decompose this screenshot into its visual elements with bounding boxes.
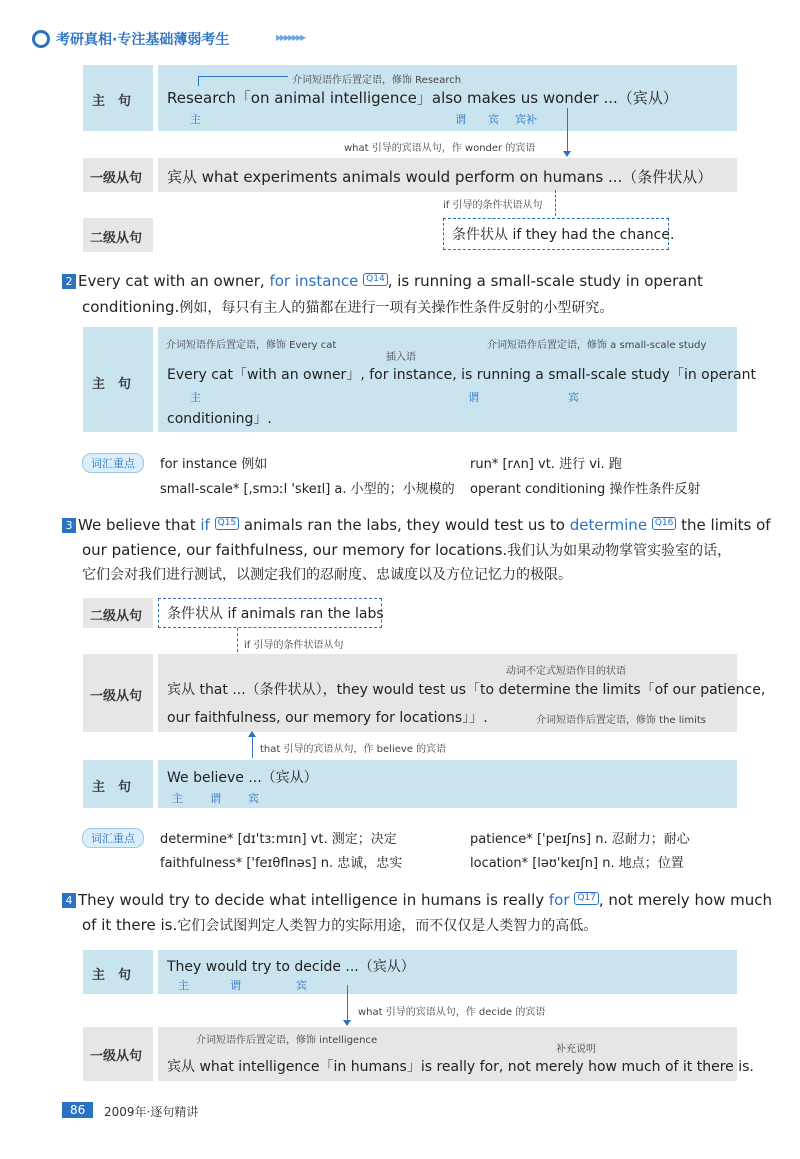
- vocab1-item-2: run* [rʌn] vt. 进行 vi. 跑: [470, 457, 622, 472]
- s2-note-right: 介词短语作后置定语，修饰 a small-scale study: [487, 340, 707, 351]
- s3-l2-label: 二级从句: [90, 609, 143, 624]
- para2-line1: [62, 268, 742, 294]
- s1-connector2-note: if 引导的条件状语从句: [443, 200, 543, 211]
- s4-l1-text: 宾从 what intelligence「in humans」is really for, not merely how much of it there is.: [167, 1059, 754, 1075]
- s4-l1-note-right: 补充说明: [556, 1044, 596, 1055]
- para2-line2: [82, 294, 613, 321]
- para3-ref2[interactable]: Q16: [652, 517, 677, 530]
- para4-en-b: , not merely how much: [598, 891, 773, 909]
- s2-label: 主 句: [92, 377, 132, 392]
- header: [32, 26, 772, 52]
- s3-role-subject: 主: [172, 792, 183, 805]
- para3-en-c: the limits of: [676, 516, 771, 534]
- s2-line1: Every cat「with an owner」, for instance, is running a small-scale study「in operant: [167, 367, 756, 383]
- s4-role-object: 宾: [296, 979, 307, 992]
- s3-l1-label: 一级从句: [90, 689, 143, 704]
- s1-l1-text: 宾从 what experiments animals would perform on humans ...（条件状从）: [167, 168, 713, 186]
- s1-role-subject: 主: [190, 113, 201, 126]
- vocab1-item-1: for instance 例如: [160, 457, 268, 472]
- s4-l1-note-left: 介词短语作后置定语，修饰 intelligence: [196, 1035, 378, 1046]
- s1-main-note: 介词短语作后置定语，修饰 Research: [292, 75, 462, 86]
- s3-role-predicate: 谓: [210, 792, 221, 805]
- s3-role-object: 宾: [248, 792, 259, 805]
- s4-connector-arrow: [343, 1020, 351, 1026]
- para2-highlight: for instance: [269, 272, 359, 290]
- para3-number: 3: [62, 518, 76, 533]
- para3-if: if: [200, 516, 210, 534]
- s1-connector-note: what 引导的宾语从句，作 wonder 的宾语: [344, 143, 536, 154]
- s4-role-subject: 主: [178, 979, 189, 992]
- para4-ref[interactable]: Q17: [574, 892, 599, 905]
- para2-en-part1: Every cat with an owner,: [78, 272, 270, 290]
- para3-line2-en: our patience, our faithfulness, our memory for locations.: [82, 541, 508, 559]
- vocab2-item-4: location* [ləʊ'keɪʃn] n. 地点；位置: [470, 856, 684, 871]
- para3-en-a: We believe that: [78, 516, 201, 534]
- s2-note-left: 介词短语作后置定语，修饰 Every cat: [166, 340, 337, 351]
- para3-line2-zh: 我们认为如果动物掌管实验室的话，: [507, 543, 732, 559]
- s3-connector-note: if 引导的条件状语从句: [244, 640, 344, 651]
- s1-role-object: 宾: [488, 113, 499, 126]
- s4-connector-note: what 引导的宾语从句，作 decide 的宾语: [358, 1007, 546, 1018]
- vocab2-item-1: determine* [dɪ'tɜːmɪn] vt. 测定；决定: [160, 832, 397, 847]
- s1-connector2-line: [555, 190, 556, 216]
- vocab1-item-3: small-scale* [,smɔːl 'skeɪl] a. 小型的；小规模的: [160, 482, 455, 497]
- s3-l1-line2: our faithfulness, our memory for locations」」.: [167, 710, 488, 726]
- s1-l1-label: 一级从句: [90, 171, 143, 186]
- s4-l1-label: 一级从句: [90, 1049, 143, 1064]
- footer-page-number: 86: [62, 1102, 93, 1118]
- header-brand: 考研真相·专注基础薄弱考生: [56, 32, 230, 48]
- s1-connector-line: [567, 108, 568, 152]
- s3-l1-line1: 宾从 that ...（条件状从），they would test us「to determine the limits「of our patience,: [167, 682, 766, 698]
- s1-l2-text: 条件状从 if they had the chance.: [452, 227, 675, 243]
- para3-determine: determine: [569, 516, 648, 534]
- s3-main-label: 主 句: [92, 780, 132, 795]
- para2-number: 2: [62, 274, 76, 289]
- para3-ref1[interactable]: Q15: [215, 517, 240, 530]
- para3-line1: [62, 512, 771, 538]
- vocab1-item-4: operant conditioning 操作性条件反射: [470, 482, 701, 497]
- s1-connector-arrow: [563, 151, 571, 157]
- s1-note-hline: [198, 76, 288, 77]
- para2-en-line2: conditioning.: [82, 298, 180, 316]
- s3-l1-note-bottom: 介词短语作后置定语，修饰 the limits: [536, 715, 706, 726]
- search-logo-icon: [32, 30, 50, 48]
- s2-role-subject: 主: [190, 391, 201, 404]
- para2-en-part2: , is running: [387, 272, 472, 290]
- para4-number: 4: [62, 893, 76, 908]
- s4-main-label: 主 句: [92, 968, 132, 983]
- s2-line2: conditioning」.: [167, 411, 272, 427]
- para2-en-part3: a small-scale study in operant: [471, 272, 703, 290]
- header-arrows: ▸▸▸▸▸▸▸: [276, 30, 305, 44]
- s3-main-text: We believe ...（宾从）: [167, 770, 318, 786]
- para2-ref[interactable]: Q14: [363, 273, 388, 286]
- vocab2-item-3: faithfulness* ['feɪθflnəs] n. 忠诚，忠实: [160, 856, 403, 871]
- vocab2-item-2: patience* ['peɪʃns] n. 忍耐力；耐心: [470, 832, 690, 847]
- para2-zh: 例如，每只有主人的猫都在进行一项有关操作性条件反射的小型研究。: [179, 300, 614, 316]
- para4-line1: [62, 887, 772, 913]
- s4-main-text: They would try to decide ...（宾从）: [167, 959, 415, 975]
- s2-role-predicate: 谓: [468, 391, 479, 404]
- para3-en-b: animals ran the labs, they would test us to: [239, 516, 570, 534]
- footer: [62, 1102, 362, 1122]
- s4-connector-line: [347, 985, 348, 1021]
- para4-line2: [82, 912, 597, 939]
- footer-title: 2009年·逐句精讲: [104, 1105, 199, 1119]
- s3-connector2-line: [252, 736, 253, 758]
- s1-main-text: Research「on animal intelligence」also makes us wonder ...（宾从）: [167, 89, 678, 107]
- s2-note-insert: 插入语: [386, 352, 416, 363]
- s4-role-predicate: 谓: [230, 979, 241, 992]
- para4-line2-en: of it there is.: [82, 916, 178, 934]
- para3-line3-zh: 它们会对我们进行测试，以测定我们的忍耐度、忠诚度以及方位记忆力的极限。: [82, 567, 572, 583]
- para4-en-a: They would try to decide what intelligence in humans is really: [78, 891, 549, 909]
- s3-l2-text: 条件状从 if animals ran the labs: [167, 606, 384, 622]
- para4-zh: 它们会试图判定人类智力的实际用途，而不仅仅是人类智力的高低。: [177, 918, 598, 934]
- s3-connector-line: [237, 628, 238, 652]
- s3-connector2-arrow: [248, 731, 256, 737]
- vocab2-tag: 词汇重点: [82, 828, 144, 848]
- s1-main-label: 主 句: [92, 94, 132, 109]
- s2-role-object: 宾: [568, 391, 579, 404]
- vocab1-tag: 词汇重点: [82, 453, 144, 473]
- s1-l2-label: 二级从句: [90, 231, 143, 246]
- para3-line2: [82, 537, 731, 564]
- s3-connector2-note: that 引导的宾语从句，作 believe 的宾语: [260, 744, 447, 755]
- s3-l1-note-top: 动词不定式短语作目的状语: [506, 666, 626, 677]
- s1-note-line: [198, 76, 199, 86]
- s1-role-complement: 宾补: [515, 113, 537, 126]
- s1-role-predicate: 谓: [455, 113, 466, 126]
- para4-for: for: [548, 891, 570, 909]
